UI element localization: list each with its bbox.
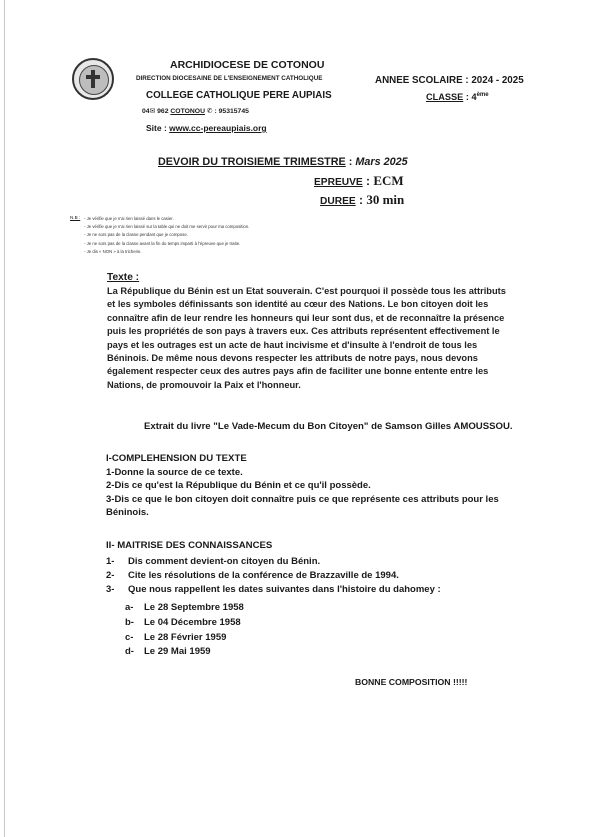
texte-line: La République du Bénin est un Etat souverain. C'est pourquoi il possède tous les attributs [107,286,506,296]
section1-line: Béninois. [106,507,149,519]
closing-text: BONNE COMPOSITION !!!!! [355,677,468,687]
question-item [106,583,441,597]
contact-prefix: 04 [142,108,150,115]
note-item: - Je vérifie que je n'ai rien laissé sur la table qui ne doit me servir pour ma composition. [84,224,250,230]
section2-questions [106,555,441,597]
question-item [106,555,441,569]
duree-line: DUREE : 30 min [320,192,405,207]
page-edge [4,0,5,837]
date-text: Le 04 Décembre 1958 [144,616,241,628]
texte-heading: Texte : [107,272,140,283]
section1-title: I-COMPLEHENSION DU TEXTE [106,453,247,464]
section1-line: 3-Dis ce que le bon citoyen doit connaître puis ce que représente ces attributs pour les [106,493,499,505]
date-letter: d- [125,646,134,658]
site-line [146,123,267,133]
diocese-seal-logo [72,58,114,100]
date-item [125,616,244,631]
notes-list [84,215,249,256]
school-year: ANNEE SCOLAIRE : 2024 - 2025 [375,75,524,86]
texte-line: et les symboles définissants son identité au cœur des Nations. Le bon citoyen doit les [107,299,489,310]
date-letter: b- [125,616,134,628]
class-label: CLASSE [426,92,464,103]
devoir-title: DEVOIR DU TROISIEME TRIMESTRE [158,156,346,168]
date-letter: c- [125,631,134,643]
epreuve-value: ECM [373,173,404,188]
note-item: - Je ne sors pas de la classe avant la fin du temps imparti à l'épreuve que je traite. [84,240,241,246]
class-value: 4 [471,92,477,103]
contact-phone: 95315745 [218,108,249,115]
direction-name: DIRECTION DIOCESAINE DE L'ENSEIGNEMENT CATHOLIQUE [136,75,323,82]
archdiocese-name: ARCHIDIOCESE DE COTONOU [170,59,325,71]
texte-line: connaître afin de leur rendre les honneurs qui leur sont dus, et de reconnaître la présence [107,312,505,323]
date-item [125,601,244,616]
site-url[interactable]: www.cc-pereaupiais.org [169,123,267,133]
question-number: 2- [106,570,115,581]
nb-label: N.B : [70,215,81,220]
devoir-heading: DEVOIR DU TROISIEME TRIMESTRE : Mars 2025 [158,156,408,168]
texte-line: pays et les outrages est un acte de haut incivisme et d'insulte à l'endroit de tous les [107,339,478,350]
college-name: COLLEGE CATHOLIQUE PERE AUPIAIS [146,90,332,101]
section1-list [106,466,499,520]
dates-list [125,601,244,660]
texte-line: également respecter ceux des autres pays afin de faciliter une bonne entente entre les [107,366,489,377]
mail-icon: ✉ [149,108,156,115]
question-number: 3- [106,584,115,595]
texte-line: Nations, de promouvoir la Paix et l'honneur. [107,379,301,390]
note-item: - Je vérifie que je n'ai rien laissé dans le casier. [84,216,174,221]
note-item: - Je dis « NON » à la tricherie. [84,248,142,254]
phone-icon: ✆ [206,108,213,115]
texte-line: puis les propriétés de son pays à travers eux. Ces attributs représentent effectivement le [107,326,500,337]
class-line: CLASSE : 4ème [426,92,489,103]
texte-paragraph [107,285,527,392]
texte-line: Béninois. De même nous devons respecter les attributs de notre pays, nous devons [107,352,478,363]
epreuve-label: EPREUVE [314,177,363,188]
section1-line: 2-Dis ce qu'est la République du Bénin et ce qu'il possède. [106,480,371,492]
duree-value: 30 min [366,192,405,207]
note-item: - Je ne sors pas de la classe pendant que je compose. [84,232,188,238]
question-text: Cite les résolutions de la conférence de Brazzaville de 1994. [128,570,399,581]
contact-line: 04✉ 962 COTONOU ✆ : 95315745 [142,108,249,115]
section2-title: II- MAITRISE DES CONNAISSANCES [106,540,273,551]
site-label: Site : [146,123,167,133]
texte-source: Extrait du livre "Le Vade-Mecum du Bon Citoyen" de Samson Gilles AMOUSSOU. [144,421,513,432]
contact-city: COTONOU [170,108,206,115]
duree-label: DUREE [320,196,356,207]
date-item [125,631,244,646]
question-item [106,569,441,583]
date-item [125,645,244,660]
question-text: Que nous rappellent les dates suivantes dans l'histoire du dahomey : [128,584,441,595]
date-text: Le 29 Mai 1959 [144,646,211,658]
devoir-date: Mars 2025 [355,156,408,168]
contact-bp: 962 [157,108,169,115]
date-text: Le 28 Septembre 1958 [144,602,244,613]
date-text: Le 28 Février 1959 [144,631,227,643]
date-letter: a- [125,602,134,613]
section1-line: 1-Donne la source de ce texte. [106,467,243,478]
class-sup: ème [476,92,489,98]
question-number: 1- [106,556,115,567]
question-text: Dis comment devient-on citoyen du Bénin. [128,556,321,567]
epreuve-line: EPREUVE : ECM [314,173,404,188]
